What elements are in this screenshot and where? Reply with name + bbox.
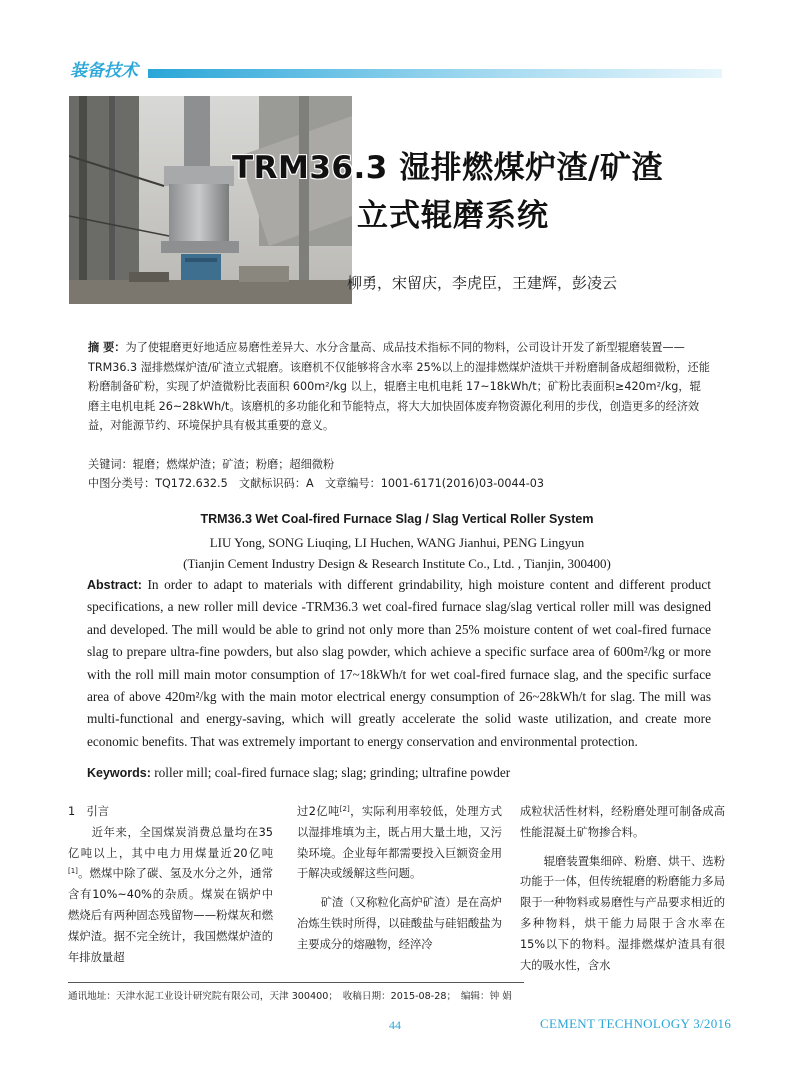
keywords-text: 辊磨；燃煤炉渣；矿渣；粉磨；超细微粉 xyxy=(132,458,335,471)
paragraph xyxy=(297,802,502,885)
english-abstract-label: Abstract: xyxy=(87,578,142,592)
paragraph: 成粒状活性材料，经粉磨处理可制备成高性能混凝土矿物掺合料。 xyxy=(520,805,725,839)
english-keywords-text: roller mill; coal-fired furnace slag; slag; grinding; ultrafine powder xyxy=(150,765,511,780)
page-number: 44 xyxy=(389,1018,401,1032)
english-abstract-text: In order to adapt to materials with different grindability, high moisture content and different product specifications, a new roller mill device -TRM36.3 wet coal-fired furnace slag/slag vertical roller mill was designed and developed. The mill would be able to grind not only more than 25% moisture content of wet coal-fired furnace slag to prepare ultra-fine powders, but also slag powder, which achieve a specific surface area of 600m²/kg or more with the roll mill main motor consumption of 17~18kWh/t for wet coal-fired furnace slag, and the specific surface area of above 420m²/kg with the main motor electrical energy consumption of 26~28kWh/t for slag. The mill was multi-functional and energy-saving, which will greatly accelerate the solid waste utilization, and create more economic benefits. That was extremely important to energy conservation and environmental protection. xyxy=(87,577,711,749)
footer-note: 通讯地址：天津水泥工业设计研究院有限公司，天津 300400； 收稿日期：2015-08-28； 编辑：钟 娟 xyxy=(68,991,512,1002)
paragraph-text: ，实际利用率较低，处理方式以湿排堆填为主，既占用大量土地，又污染环境。企业每年都需要投入巨额资金用于解决或缓解这些问题。 xyxy=(297,805,502,881)
paragraph-text: 过2亿吨 xyxy=(297,805,340,818)
abstract-text: 为了使辊磨更好地适应易磨性差异大、水分含量高、成品技术指标不同的物料，公司设计开发了新型辊磨装置——TRM36.3 湿排燃煤炉渣/矿渣立式辊磨。该磨机不仅能够将含水率 25%以上的湿排燃煤炉渣烘干并粉磨制备成超细微粉，还能粉磨制备矿粉，实现了炉渣微粉比表面积 600m²/kg 以上，辊磨主电机电耗 17~18kWh/t；矿粉比表面积≥420m²/kg，辊磨主电机电耗 26~28kWh/t。该磨机的多功能化和节能特点，将大大加快固体废弃物资源化利用的步伐，创造更多的经济效益，对能源节约、环境保护具有极其重要的意义。 xyxy=(88,341,710,433)
english-abstract xyxy=(87,574,711,753)
footer-divider xyxy=(68,982,524,983)
english-affiliation: (Tianjin Cement Industry Design & Research Institute Co., Ltd. , Tianjin, 300400) xyxy=(183,556,611,571)
paragraph-text: 。燃煤中除了碳、氢及水分之外，通常含有10%~40%的杂质。煤炭在锅炉中燃烧后有两种固态残留物——粉煤灰和燃煤炉渣。据不完全统计，我国燃煤炉渣的年排放量超 xyxy=(68,867,273,964)
abstract-chinese xyxy=(88,338,710,436)
keywords-chinese xyxy=(88,455,710,475)
english-keywords-label: Keywords: xyxy=(87,766,151,780)
paragraph xyxy=(68,823,273,969)
journal-name: CEMENT TECHNOLOGY 3/2016 xyxy=(540,1016,732,1031)
section-header xyxy=(70,58,722,84)
article-title-line-1: TRM36.3 湿排燃煤炉渣/矿渣 xyxy=(232,150,663,186)
citation[interactable]: [2] xyxy=(339,805,350,813)
body-column-1 xyxy=(68,802,273,968)
mill-photo xyxy=(69,96,352,304)
article-title-line-2: 立式辊磨系统 xyxy=(357,198,549,234)
section-label: 装备技术 xyxy=(70,61,138,81)
authors-chinese: 柳勇，宋留庆，李虎臣，王建辉，彭凌云 xyxy=(347,274,618,292)
body-column-3 xyxy=(520,802,725,976)
abstract-label: 摘 要： xyxy=(88,341,126,354)
paragraph-text: 近年来，全国煤炭消费总量均在35亿吨以上，其中电力用煤量近20亿吨 xyxy=(68,825,273,860)
citation[interactable]: [1] xyxy=(68,867,78,876)
english-authors: LIU Yong, SONG Liuqing, LI Huchen, WANG Jianhui, PENG Lingyun xyxy=(209,535,585,550)
section-gradient-bar xyxy=(148,69,722,78)
paragraph: 矿渣（又称粒化高炉矿渣）是在高炉冶炼生铁时所得，以硅酸盐与硅铝酸盐为主要成分的熔融物，经淬冷 xyxy=(297,896,502,951)
english-title: TRM36.3 Wet Coal-fired Furnace Slag / Slag Vertical Roller System xyxy=(200,512,594,526)
classification-line: 中图分类号：TQ172.632.5 文献标识码：A 文章编号：1001-6171(2016)03-0044-03 xyxy=(88,477,544,490)
paragraph: 辊磨装置集细碎、粉磨、烘干、选粉功能于一体，但传统辊磨的粉磨能力多局限于一种物料或易磨性与产品要求相近的多种物料，烘干能力局限于含水率在15%以下的物料。湿排燃煤炉渣具有很大的吸水性，含水 xyxy=(520,854,725,972)
keywords-label: 关键词： xyxy=(88,458,133,471)
section-heading: 1 引言 xyxy=(68,805,110,818)
body-column-2 xyxy=(297,802,502,956)
english-keywords xyxy=(87,765,711,781)
